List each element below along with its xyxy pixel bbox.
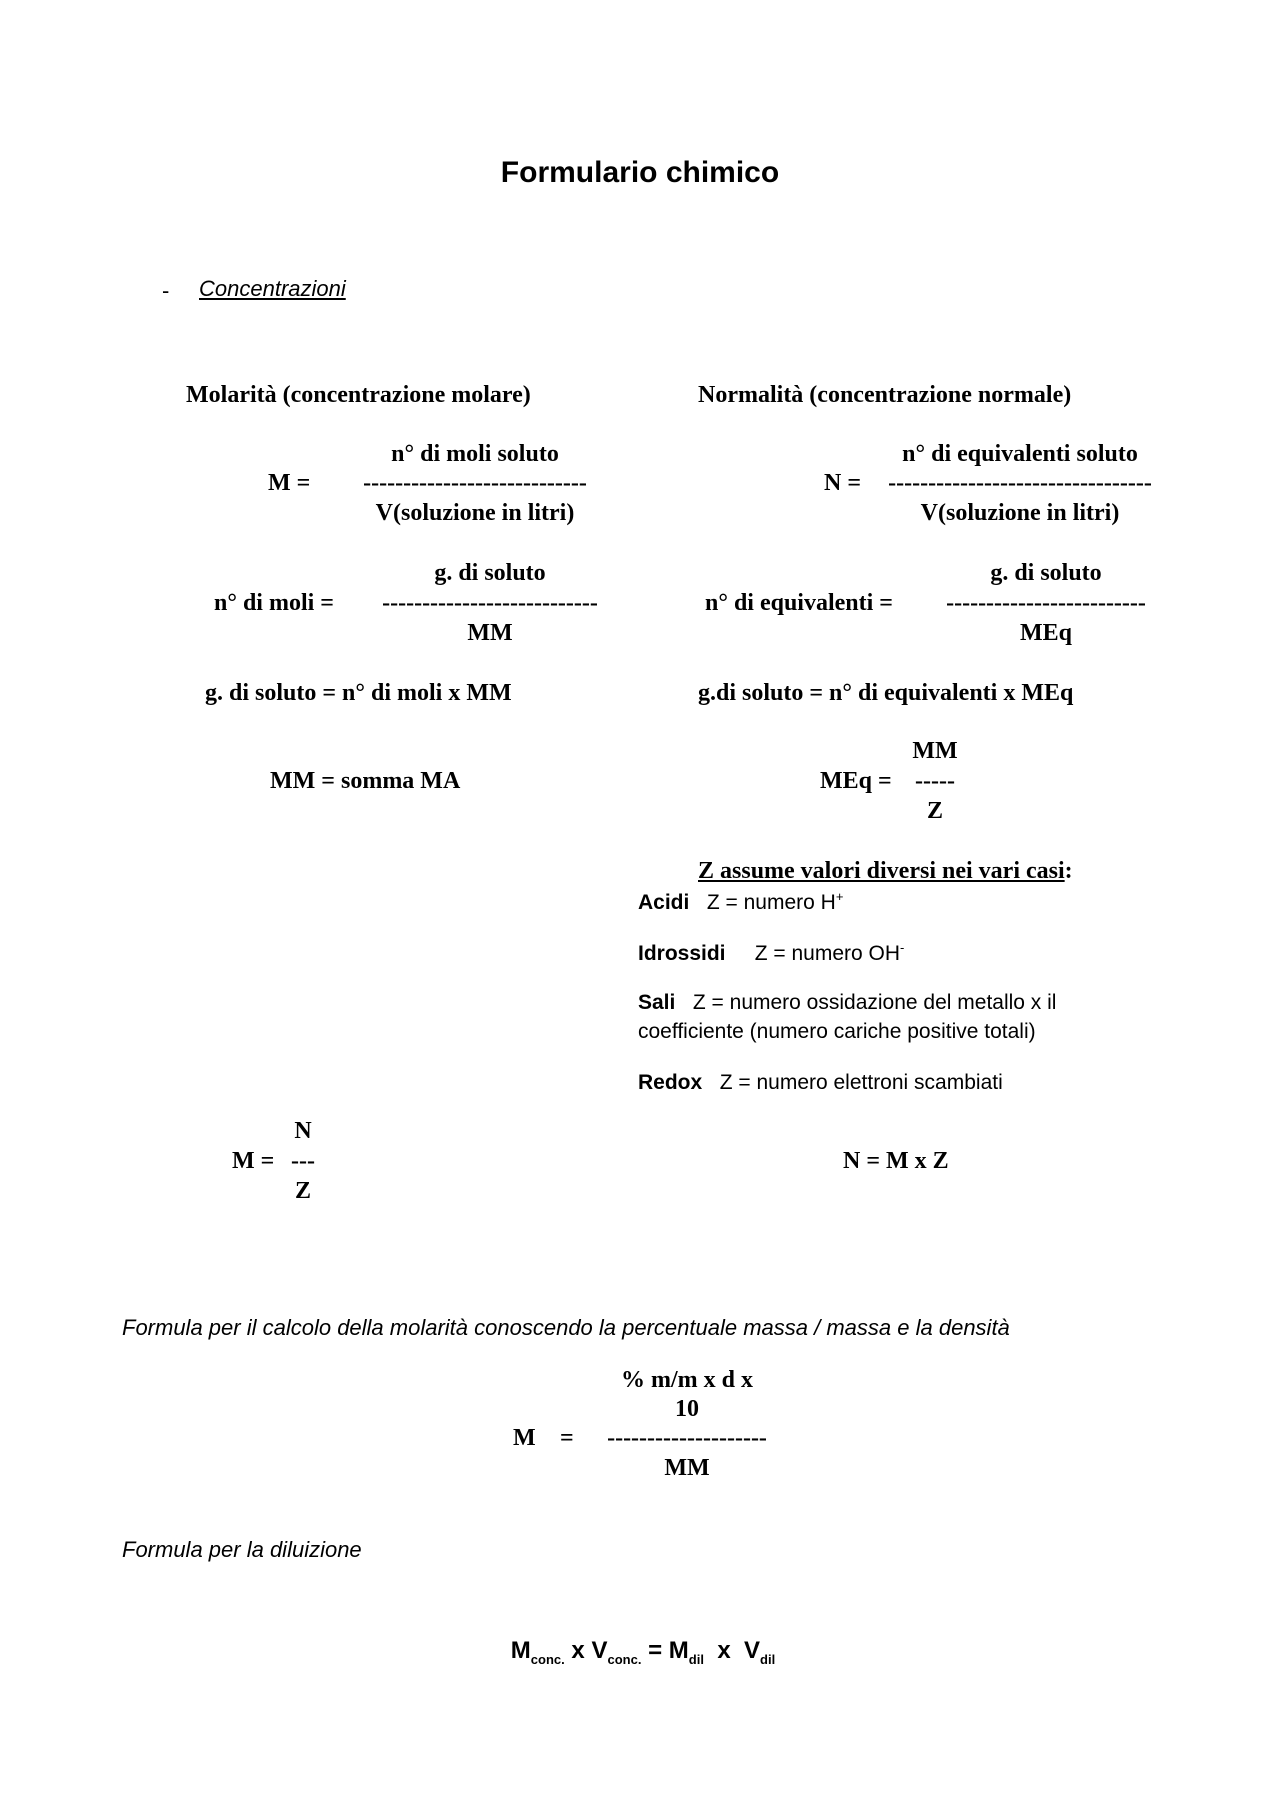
formula-lhs: M — [513, 1425, 536, 1451]
fraction-bar: ----- — [915, 768, 955, 794]
case-text: Z = numero ossidazione del metallo x il — [692, 991, 1057, 1014]
case-sup: - — [900, 940, 905, 955]
z-case-acidi — [638, 889, 843, 915]
z-cases-heading — [698, 858, 1073, 885]
fraction-bar: --- — [291, 1148, 315, 1174]
formula-denominator: V(soluzione in litri) — [375, 500, 575, 526]
normalita-formula-5: N = M x Z — [843, 1148, 949, 1174]
formula-lhs: n° di equivalenti = — [705, 590, 893, 616]
formula-denominator: Z — [926, 798, 944, 824]
dilution-formula — [511, 1637, 775, 1667]
molarita-formula-4: MM = somma MA — [270, 768, 461, 794]
z-cases-heading-text: Z assume valori diversi nei vari casi — [698, 858, 1065, 884]
case-text: Z = numero elettroni scambiati — [719, 1071, 1003, 1094]
case-label: Sali — [638, 991, 676, 1014]
case-sup: + — [835, 889, 844, 904]
formula-denominator: V(soluzione in litri) — [920, 500, 1120, 526]
section-bullet: - — [162, 278, 170, 303]
case-label: Acidi — [638, 891, 690, 914]
normalita-heading: Normalità (concentrazione normale) — [698, 382, 1072, 408]
z-cases-heading-colon: : — [1064, 858, 1073, 884]
z-case-idrossidi — [638, 940, 904, 966]
fraction-bar: ---------------------------- — [363, 470, 587, 496]
formula-numerator: n° di equivalenti soluto — [902, 441, 1138, 467]
formula-numerator: g. di soluto — [990, 560, 1102, 586]
case-text: Z = numero H — [706, 891, 836, 914]
formula-lhs: M = — [268, 470, 311, 496]
page-title: Formulario chimico — [500, 156, 780, 189]
formula-lhs: N = — [824, 470, 862, 496]
formula-lhs: MEq = — [820, 768, 892, 794]
molarita-formula-3: g. di soluto = n° di moli x MM — [205, 680, 512, 706]
formula-numerator: n° di moli soluto — [391, 441, 559, 467]
formula-lhs: n° di moli = — [214, 590, 334, 616]
formula-denominator: MM — [467, 620, 513, 646]
times-1: x — [571, 1637, 585, 1664]
formula-denominator: Z — [294, 1178, 312, 1204]
case-label: Idrossidi — [638, 942, 726, 965]
z-case-sali-line2: coefficiente (numero cariche positive totali) — [638, 1020, 1036, 1043]
z-case-redox — [638, 1071, 1003, 1095]
fraction-bar: ------------------------- — [946, 590, 1146, 616]
fraction-bar: -------------------- — [607, 1425, 767, 1451]
equals: = — [648, 1637, 663, 1664]
m-conc: M — [510, 1637, 531, 1664]
formula-denominator: MM — [664, 1455, 710, 1481]
fraction-bar: --------------------------- — [382, 590, 598, 616]
case-text: Z = numero OH — [754, 942, 901, 965]
formula-lhs: M = — [232, 1148, 275, 1174]
v-conc: V — [591, 1637, 608, 1664]
section-heading-concentrazioni: Concentrazioni — [199, 276, 346, 301]
molarita-heading: Molarità (concentrazione molare) — [186, 382, 531, 408]
v-conc-sub: conc. — [607, 1651, 642, 1667]
normalita-formula-3: g.di soluto = n° di equivalenti x MEq — [698, 680, 1074, 706]
m-dil: M — [668, 1637, 689, 1664]
formula-denominator: MEq — [1019, 620, 1073, 646]
formula-equals: = — [560, 1425, 574, 1451]
formula-numerator-line1: % m/m x d x — [621, 1367, 753, 1393]
v-dil: V — [744, 1637, 761, 1664]
percent-formula-caption: Formula per il calcolo della molarità conoscendo la percentuale massa / massa e la densità — [122, 1315, 1010, 1340]
m-dil-sub: dil — [688, 1651, 704, 1667]
fraction-bar: --------------------------------- — [888, 470, 1152, 496]
case-label: Redox — [638, 1071, 703, 1094]
formula-numerator: g. di soluto — [434, 560, 546, 586]
v-dil-sub: dil — [760, 1651, 776, 1667]
formula-numerator-line2: 10 — [675, 1396, 699, 1422]
z-case-sali — [638, 991, 1056, 1015]
m-conc-sub: conc. — [530, 1651, 565, 1667]
dilution-caption: Formula per la diluizione — [122, 1537, 362, 1562]
formula-numerator: N — [294, 1118, 312, 1144]
times-2: x — [717, 1637, 731, 1664]
formula-numerator: MM — [912, 738, 958, 764]
